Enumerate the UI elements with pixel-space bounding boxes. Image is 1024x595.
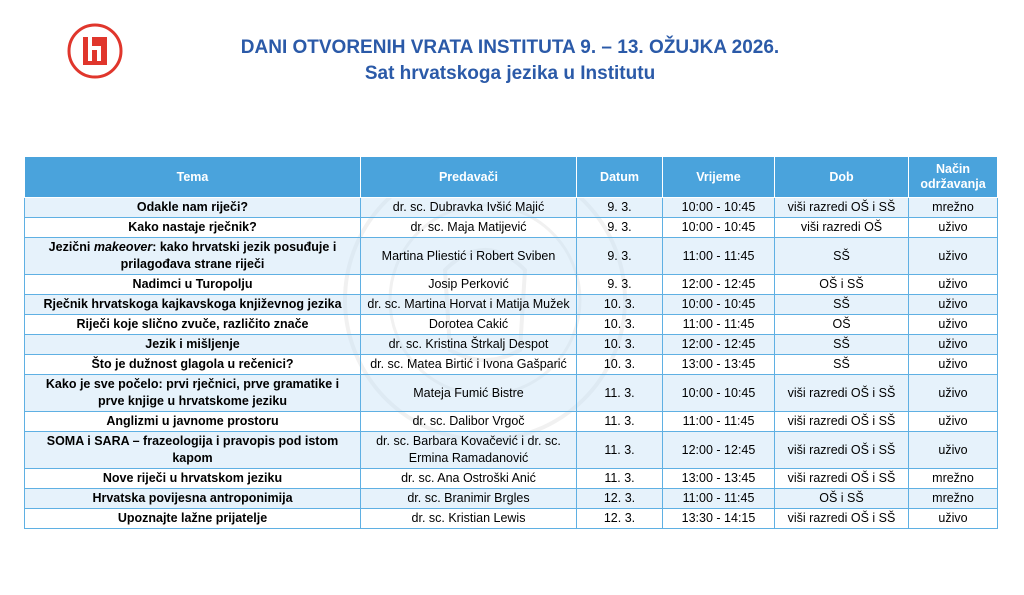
cell-tema: Riječi koje slično zvuče, različito znače	[25, 315, 361, 335]
cell-datum: 9. 3.	[577, 238, 663, 275]
cell-nacin: uživo	[909, 355, 998, 375]
cell-nacin: uživo	[909, 432, 998, 469]
cell-tema: Anglizmi u javnome prostoru	[25, 412, 361, 432]
cell-predavaci: dr. sc. Kristina Štrkalj Despot	[361, 335, 577, 355]
cell-datum: 12. 3.	[577, 489, 663, 509]
cell-vrijeme: 10:00 - 10:45	[663, 198, 775, 218]
cell-datum: 10. 3.	[577, 315, 663, 335]
cell-predavaci: dr. sc. Matea Birtić i Ivona Gašparić	[361, 355, 577, 375]
cell-dob: viši razredi OŠ i SŠ	[775, 412, 909, 432]
table-row	[25, 198, 998, 218]
cell-nacin: uživo	[909, 218, 998, 238]
cell-tema: Što je dužnost glagola u rečenici?	[25, 355, 361, 375]
cell-nacin: uživo	[909, 295, 998, 315]
cell-nacin: mrežno	[909, 469, 998, 489]
cell-predavaci: dr. sc. Kristian Lewis	[361, 509, 577, 529]
cell-vrijeme: 12:00 - 12:45	[663, 275, 775, 295]
cell-vrijeme: 13:30 - 14:15	[663, 509, 775, 529]
cell-tema: Kako je sve počelo: prvi rječnici, prve gramatike i prve knjige u hrvatskome jeziku	[25, 375, 361, 412]
cell-tema: Rječnik hrvatskoga kajkavskoga književnog jezika	[25, 295, 361, 315]
page-subtitle: Sat hrvatskoga jezika u Institutu	[364, 63, 656, 84]
institute-logo	[66, 22, 124, 80]
cell-dob: SŠ	[775, 295, 909, 315]
cell-dob: viši razredi OŠ	[775, 218, 909, 238]
cell-nacin: uživo	[909, 315, 998, 335]
table-row	[25, 469, 998, 489]
cell-dob: viši razredi OŠ i SŠ	[775, 375, 909, 412]
table-row	[25, 412, 998, 432]
table-row	[25, 315, 998, 335]
cell-tema: Upoznajte lažne prijatelje	[25, 509, 361, 529]
cell-dob: SŠ	[775, 355, 909, 375]
cell-vrijeme: 11:00 - 11:45	[663, 489, 775, 509]
cell-vrijeme: 13:00 - 13:45	[663, 355, 775, 375]
cell-predavaci: dr. sc. Dalibor Vrgoč	[361, 412, 577, 432]
cell-tema: Nove riječi u hrvatskom jeziku	[25, 469, 361, 489]
cell-predavaci: dr. sc. Barbara Kovačević i dr. sc. Ermina Ramadanović	[361, 432, 577, 469]
cell-dob: OŠ	[775, 315, 909, 335]
cell-datum: 10. 3.	[577, 355, 663, 375]
header-datum: Datum	[577, 157, 663, 198]
page-header	[180, 36, 840, 86]
table-header-row	[25, 157, 998, 198]
cell-dob: viši razredi OŠ i SŠ	[775, 469, 909, 489]
cell-vrijeme: 10:00 - 10:45	[663, 375, 775, 412]
header-dob: Dob	[775, 157, 909, 198]
table-row	[25, 218, 998, 238]
cell-vrijeme: 11:00 - 11:45	[663, 315, 775, 335]
cell-vrijeme: 12:00 - 12:45	[663, 432, 775, 469]
cell-dob: viši razredi OŠ i SŠ	[775, 432, 909, 469]
table-row	[25, 275, 998, 295]
table-row	[25, 509, 998, 529]
page-title: DANI OTVORENIH VRATA INSTITUTA 9. – 13. OŽUJKA 2026.	[240, 37, 780, 58]
cell-predavaci: dr. sc. Branimir Brgles	[361, 489, 577, 509]
cell-dob: OŠ i SŠ	[775, 489, 909, 509]
cell-nacin: uživo	[909, 335, 998, 355]
schedule-table	[24, 156, 998, 529]
cell-predavaci: dr. sc. Ana Ostroški Anić	[361, 469, 577, 489]
cell-nacin: uživo	[909, 509, 998, 529]
table-row	[25, 432, 998, 469]
cell-vrijeme: 11:00 - 11:45	[663, 238, 775, 275]
header-vrijeme: Vrijeme	[663, 157, 775, 198]
table-row	[25, 238, 998, 275]
cell-nacin: uživo	[909, 412, 998, 432]
table-row	[25, 375, 998, 412]
cell-predavaci: dr. sc. Martina Horvat i Matija Mužek	[361, 295, 577, 315]
cell-predavaci: dr. sc. Dubravka Ivšić Majić	[361, 198, 577, 218]
cell-datum: 10. 3.	[577, 295, 663, 315]
table-row	[25, 295, 998, 315]
cell-datum: 9. 3.	[577, 275, 663, 295]
cell-tema: Nadimci u Turopolju	[25, 275, 361, 295]
cell-vrijeme: 13:00 - 13:45	[663, 469, 775, 489]
cell-vrijeme: 10:00 - 10:45	[663, 218, 775, 238]
cell-datum: 11. 3.	[577, 469, 663, 489]
cell-datum: 11. 3.	[577, 375, 663, 412]
cell-datum: 11. 3.	[577, 412, 663, 432]
table-row	[25, 355, 998, 375]
cell-dob: viši razredi OŠ i SŠ	[775, 509, 909, 529]
cell-predavaci: Josip Perković	[361, 275, 577, 295]
cell-dob: OŠ i SŠ	[775, 275, 909, 295]
table-row	[25, 335, 998, 355]
cell-dob: viši razredi OŠ i SŠ	[775, 198, 909, 218]
cell-datum: 11. 3.	[577, 432, 663, 469]
cell-nacin: uživo	[909, 375, 998, 412]
header-predavaci: Predavači	[361, 157, 577, 198]
cell-datum: 9. 3.	[577, 218, 663, 238]
cell-nacin: uživo	[909, 238, 998, 275]
header-tema: Tema	[25, 157, 361, 198]
cell-datum: 9. 3.	[577, 198, 663, 218]
cell-predavaci: dr. sc. Maja Matijević	[361, 218, 577, 238]
cell-nacin: uživo	[909, 275, 998, 295]
cell-tema: Hrvatska povijesna antroponimija	[25, 489, 361, 509]
cell-vrijeme: 11:00 - 11:45	[663, 412, 775, 432]
cell-vrijeme: 10:00 - 10:45	[663, 295, 775, 315]
table-row	[25, 489, 998, 509]
cell-tema: Kako nastaje rječnik?	[25, 218, 361, 238]
cell-tema: SOMA i SARA – frazeologija i pravopis pod istom kapom	[25, 432, 361, 469]
cell-nacin: mrežno	[909, 489, 998, 509]
cell-predavaci: Mateja Fumić Bistre	[361, 375, 577, 412]
cell-nacin: mrežno	[909, 198, 998, 218]
header-nacin: Način održavanja	[909, 157, 998, 198]
cell-vrijeme: 12:00 - 12:45	[663, 335, 775, 355]
cell-predavaci: Dorotea Cakić	[361, 315, 577, 335]
cell-predavaci: Martina Pliestić i Robert Sviben	[361, 238, 577, 275]
cell-tema: Odakle nam riječi?	[25, 198, 361, 218]
cell-tema: Jezični makeover: kako hrvatski jezik posuđuje i prilagođava strane riječi	[25, 238, 361, 275]
cell-dob: SŠ	[775, 238, 909, 275]
cell-dob: SŠ	[775, 335, 909, 355]
cell-datum: 12. 3.	[577, 509, 663, 529]
cell-datum: 10. 3.	[577, 335, 663, 355]
cell-tema: Jezik i mišljenje	[25, 335, 361, 355]
